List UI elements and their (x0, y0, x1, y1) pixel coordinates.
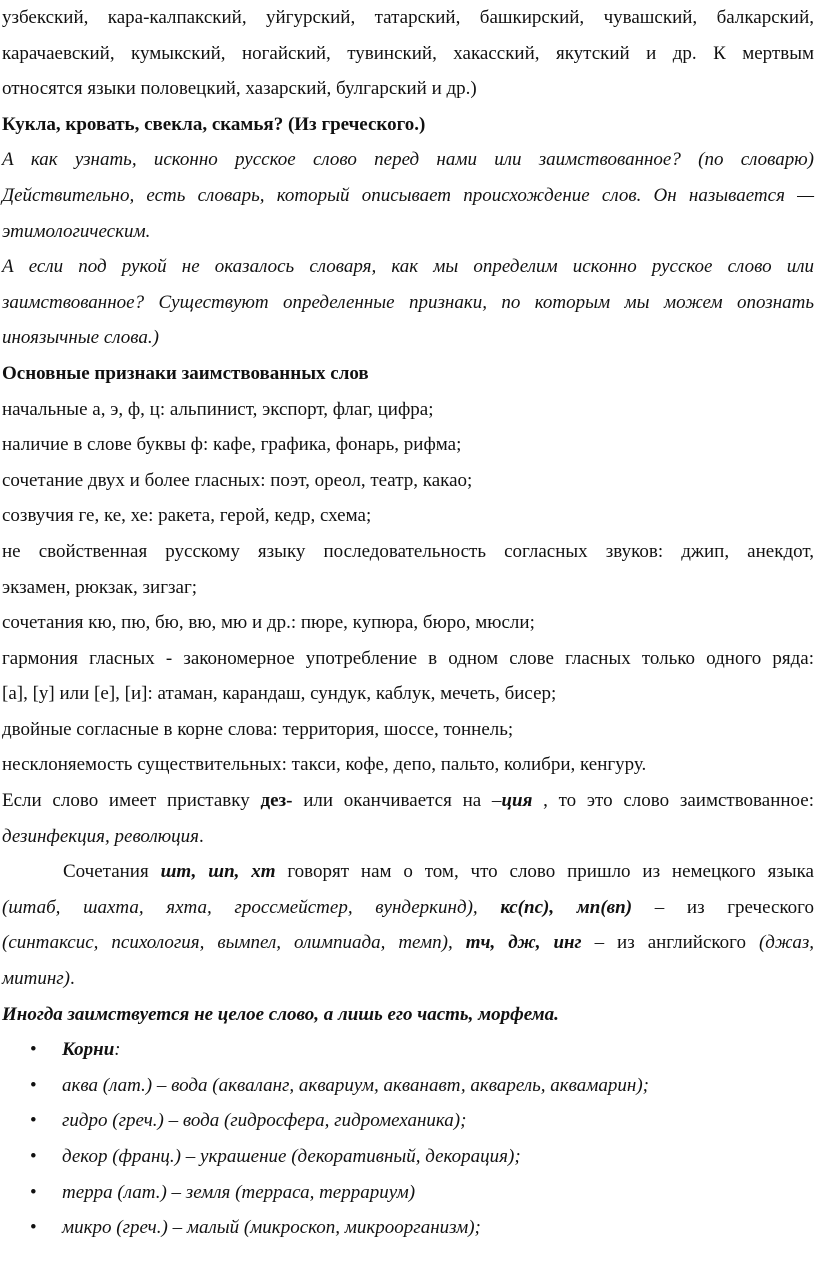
roots-colon: : (114, 1039, 121, 1061)
prefix-text: или оканчивается на – (292, 790, 502, 812)
combos-english-examples: (джаз, (758, 932, 814, 954)
italic-line: заимствованное? Существуют определенные признаки, по которым мы можем опознать (2, 291, 814, 313)
list-item (2, 1175, 814, 1211)
list-item (2, 1139, 814, 1175)
list-item (2, 1032, 814, 1068)
italic-line: иноязычные слова.) (2, 327, 159, 349)
roots-label: Корни (62, 1039, 115, 1061)
combos-text: – из английского (581, 932, 759, 954)
italic-line: Действительно, есть словарь, который описывает происхождение слов. Он называется — (2, 184, 814, 206)
bullet-icon: • (30, 1039, 37, 1061)
bullet-icon: • (30, 1146, 37, 1167)
combos-line (2, 925, 814, 961)
sign-line: сочетание двух и более гласных: поэт, ореол, театр, какао; (2, 469, 473, 491)
sign-line: несклоняемость существительных: такси, кофе, депо, пальто, колибри, кенгуру. (2, 754, 647, 776)
root-entry: микро (греч.) – малый (микроскоп, микроорганизм); (62, 1217, 481, 1239)
prefix-text: , то это слово заимствованное: (532, 790, 814, 812)
sign-line: не свойственная русскому языку последовательность согласных звуков: джип, анекдот, (2, 540, 814, 562)
sign-line: экзамен, рюкзак, зигзаг; (2, 576, 198, 598)
sign-line: созвучия ге, ке, хе: ракета, герой, кедр, схема; (2, 505, 372, 527)
text-line: узбекский, кара-калпакский, уйгурский, татарский, башкирский, чувашский, балкарский, (2, 7, 814, 28)
combos-line (2, 854, 814, 890)
suffix-tsiya: ция (501, 790, 533, 812)
italic-line: этимологическим. (2, 220, 151, 242)
combos-text: Сочетания (63, 861, 161, 883)
root-entry: гидро (греч.) – вода (гидросфера, гидромеханика); (62, 1110, 467, 1132)
roots-list (2, 1032, 814, 1246)
combos-text: – из греческого (632, 896, 815, 918)
combos-english-examples: митинг) (2, 968, 71, 990)
sign-line: наличие в слове буквы ф: кафе, графика, фонарь, рифма; (2, 434, 462, 456)
italic-line: А как узнать, исконно русское слово перед нами или заимствованное? (по словарю) (2, 149, 814, 171)
text-line: относятся языки половецкий, хазарский, булгарский и др.) (2, 78, 477, 100)
sign-line: начальные а, э, ф, ц: альпинист, экспорт, флаг, цифра; (2, 398, 434, 420)
combos-text: говорят нам о том, что слово пришло из немецкого языка (275, 861, 814, 883)
combos-greek-examples: (синтаксис, психология, вымпел, олимпиада, темп), (2, 932, 453, 954)
bullet-icon: • (30, 1074, 37, 1096)
bullet-icon: • (30, 1110, 37, 1132)
combos-english: тч, дж, инг (452, 932, 582, 954)
list-item (2, 1210, 814, 1246)
prefix-text: Если слово имеет приставку (2, 790, 261, 812)
bullet-icon: • (30, 1181, 37, 1203)
combos-period: . (70, 968, 75, 990)
root-entry: декор (франц.) – украшение (декоративный, декорация); (62, 1146, 521, 1167)
combos-german-examples: (штаб, шахта, яхта, гроссмейстер, вундеркинд), (2, 896, 478, 918)
root-entry: терра (лат.) – земля (терраса, террариум) (62, 1181, 416, 1203)
prefix-period: . (198, 825, 204, 847)
combos-line (2, 890, 814, 926)
sign-line: [а], [у] или [е], [и]: атаман, карандаш, сундук, каблук, мечеть, бисер; (2, 683, 557, 705)
prefix-example-words: дезинфекция, революция (2, 825, 199, 847)
combos-greek: кс(пс), мп(вп) (477, 896, 633, 918)
prefix-examples (2, 819, 814, 855)
list-item (2, 1068, 814, 1104)
sign-line: сочетания кю, пю, бю, вю, мю и др.: пюре, купюра, бюро, мюсли; (2, 612, 535, 634)
root-entry: аква (лат.) – вода (акваланг, аквариум, акванавт, акварель, аквамарин); (62, 1074, 649, 1096)
combos-line (2, 961, 814, 997)
list-item (2, 1103, 814, 1139)
combos-german: шт, шп, хт (160, 861, 276, 883)
question-heading: Кукла, кровать, свекла, скамья? (Из греческого.) (2, 113, 426, 135)
prefix-line (2, 783, 814, 819)
bullet-icon: • (30, 1217, 37, 1239)
text-line: карачаевский, кумыкский, ногайский, тувинский, хакасский, якутский и др. К мертвым (2, 42, 814, 64)
prefix-des: дез- (260, 790, 293, 812)
section-heading: Основные признаки заимствованных слов (2, 362, 369, 384)
sign-line: гармония гласных - закономерное употребление в одном слове гласных только одного ряда: (2, 647, 814, 669)
sign-line: двойные согласные в корне слова: территория, шоссе, тоннель; (2, 718, 514, 740)
morpheme-heading: Иногда заимствуется не целое слово, а лишь его часть, морфема. (2, 1003, 559, 1025)
italic-line: А если под рукой не оказалось словаря, как мы определим исконно русское слово или (2, 256, 814, 278)
